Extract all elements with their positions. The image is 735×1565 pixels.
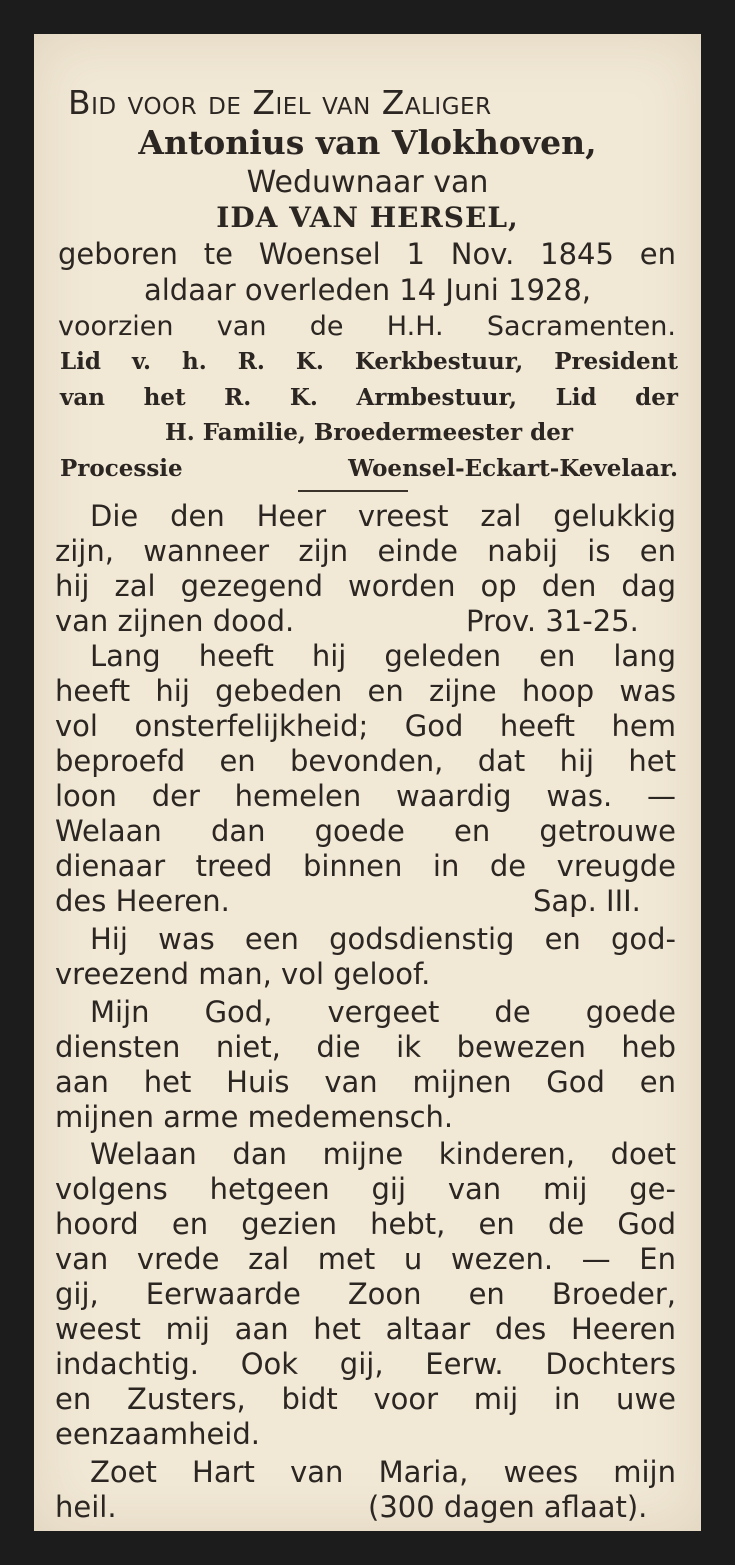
text-line: gij, Eerwaarde Zoon en Broeder, bbox=[55, 1277, 676, 1311]
text-line: dienaar treed binnen in de vreugde bbox=[55, 849, 676, 883]
text-line: mijnen arme medemensch. bbox=[55, 1100, 454, 1134]
text-line: van vrede zal met u wezen. — En bbox=[55, 1242, 676, 1276]
text-line: Zoet Hart van Maria, wees mijn bbox=[90, 1455, 676, 1489]
text-line: indachtig. Ook gij, Eerw. Dochters bbox=[55, 1347, 676, 1381]
text-line: eenzaamheid. bbox=[55, 1417, 260, 1451]
text-line: vreezend man, vol geloof. bbox=[55, 957, 431, 991]
text-line: hij zal gezegend worden op den dag bbox=[55, 569, 676, 603]
death-line: aldaar overleden 14 Juni 1928, bbox=[143, 273, 592, 307]
indulgence-note: (300 dagen aflaat). bbox=[368, 1490, 648, 1524]
reference-prov: Prov. 31-25. bbox=[466, 604, 639, 638]
text-line: diensten niet, die ik bewezen heb bbox=[55, 1030, 676, 1064]
text-line: heil. bbox=[55, 1490, 117, 1524]
text-line: Die den Heer vreest zal gelukkig bbox=[90, 499, 676, 533]
relation-line: Weduwnaar van bbox=[246, 165, 489, 200]
text-line: Welaan dan mijne kinderen, doet bbox=[90, 1137, 676, 1171]
text-line: hoord en gezien hebt, en de God bbox=[55, 1207, 676, 1241]
spouse-name: IDA VAN HERSEL, bbox=[216, 201, 519, 234]
text-line: heeft hij gebeden en zijne hoop was bbox=[55, 674, 676, 708]
prayer-heading: Bid voor de Ziel van Zaliger bbox=[68, 83, 492, 122]
text-line: zijn, wanneer zijn einde nabij is en bbox=[55, 534, 676, 568]
text-line: des Heeren. bbox=[55, 884, 230, 918]
text-line: Welaan dan goede en getrouwe bbox=[55, 814, 676, 848]
text-line: Mijn God, vergeet de goede bbox=[90, 995, 676, 1029]
function-line: van het R. K. Armbestuur, Lid der bbox=[60, 384, 678, 411]
reference-sap: Sap. III. bbox=[533, 884, 641, 918]
text-line: loon der hemelen waardig was. — bbox=[55, 779, 676, 813]
function-line: H. Familie, Broedermeester der bbox=[164, 419, 574, 446]
function-line: Processie Woensel-Eckart-Kevelaar. bbox=[60, 455, 678, 482]
text-line: Hij was een godsdienstig en god- bbox=[90, 922, 676, 956]
text-line: volgens hetgeen gij van mij ge- bbox=[55, 1172, 676, 1206]
deceased-name: Antonius van Vlokhoven, bbox=[138, 123, 597, 162]
text-line: en Zusters, bidt voor mij in uwe bbox=[55, 1382, 676, 1416]
text-line: vol onsterfelijkheid; God heeft hem bbox=[55, 709, 676, 743]
text-line: beproefd en bevonden, dat hij het bbox=[55, 744, 676, 778]
function-line: Lid v. h. R. K. Kerkbestuur, President bbox=[60, 348, 678, 375]
text-line: Lang heeft hij geleden en lang bbox=[90, 639, 676, 673]
sacraments-line: voorzien van de H.H. Sacramenten. bbox=[58, 311, 676, 342]
text-line: weest mij aan het altaar des Heeren bbox=[55, 1312, 676, 1346]
text-line: van zijnen dood. bbox=[55, 604, 295, 638]
text-line: aan het Huis van mijnen God en bbox=[55, 1065, 676, 1099]
divider-rule bbox=[298, 490, 408, 492]
birth-line: geboren te Woensel 1 Nov. 1845 en bbox=[58, 237, 676, 271]
